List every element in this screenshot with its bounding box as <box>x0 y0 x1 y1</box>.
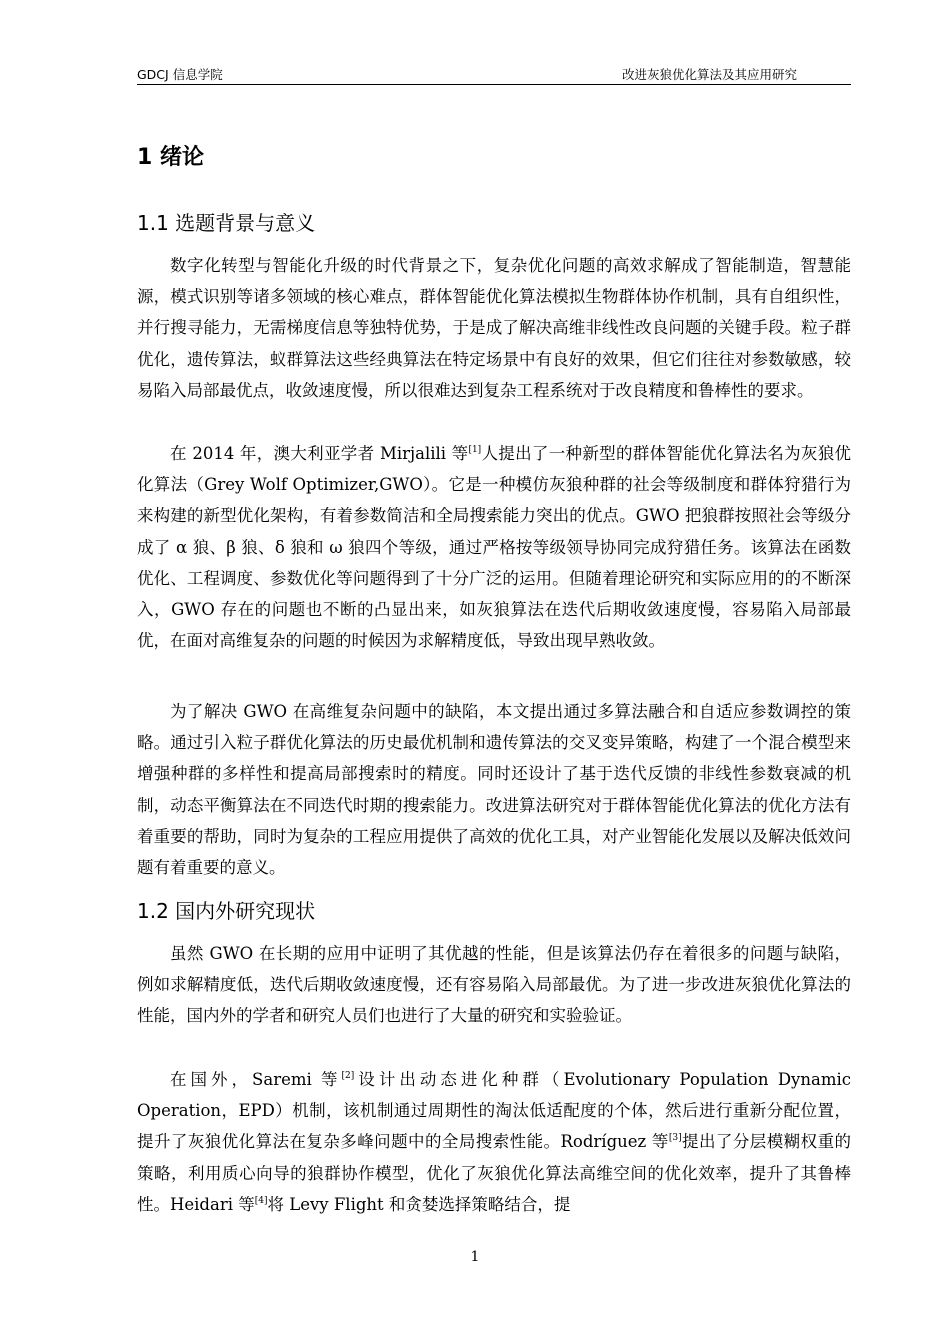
paragraph-proposal: 为了解决 GWO 在高维复杂问题中的缺陷，本文提出通过多算法融合和自适应参数调控的策略。通过引入粒子群优化算法的历史最优机制和遗传算法的交叉变异策略，构建了一个混合模型来增强种群的多样性和提高局部搜索时的精度。同时还设计了基于迭代反馈的非线性参数衰减的机制，动态平衡算法在不同迭代时期的搜索能力。改进算法研究对于群体智能优化算法的优化方法有着重要的帮助，同时为复杂的工程应用提供了高效的优化工具，对产业智能化发展以及解决低效问题有着重要的意义。 <box>137 702 851 878</box>
section-title-1-1: 1.1 选题背景与意义 <box>137 211 316 235</box>
citation-1: [1] <box>468 445 482 455</box>
header-thesis-title: 改进灰狼优化算法及其应用研究 <box>621 67 797 82</box>
citation-2: [2] <box>341 1071 355 1081</box>
p2-text-a: 在 2014 年，澳大利亚学者 Mirjalili 等 <box>170 444 469 463</box>
p5-text-b: 设计出动态进化种群（Evolutionary Population Dynamic Operation，EPD）机制，该机制通过周期性的淘汰低适配度的个体，然后进行重新分配位置，提升了灰狼优化算法在复杂多峰问题中的全局搜索性能。Rodríguez 等 <box>137 1070 851 1152</box>
p5-text-d: 将 Levy Flight 和贪婪选择策略结合，提 <box>267 1194 571 1214</box>
chapter-title: 1 绪论 <box>137 145 204 170</box>
p2-text-b: 人提出了一种新型的群体智能优化算法名为灰狼优化算法（Grey Wolf Optimizer,GWO）。它是一种模仿灰狼种群的社会等级制度和群体狩猎行为来构建的新型优化架构，有着参数简洁和全局搜索能力突出的优点。GWO 把狼群按照社会等级分成了 α 狼、β 狼、δ 狼和 ω 狼四个等级，通过严格按等级领导协同完成狩猎任务。该算法在函数优化、工程调度、参数优化等问题得到了十分广泛的运用。但随着理论研究和实际应用的的不断深入，GWO 存在的问题也不断的凸显出来，如灰狼算法在迭代后期收敛速度慢，容易陷入局部最优，在面对高维复杂的问题的时候因为求解精度低，导致出现早熟收敛。 <box>137 444 852 651</box>
paragraph-background: 数字化转型与智能化升级的时代背景之下，复杂优化问题的高效求解成了智能制造，智慧能源，模式识别等诸多领域的核心难点，群体智能优化算法模拟生物群体协作机制，具有自组织性，并行搜寻能力，无需梯度信息等独特优势，于是成了解决高维非线性改良问题的关键手段。粒子群优化，遗传算法，蚁群算法这些经典算法在特定场景中有良好的效果，但它们往往对参数敏感，较易陷入局部最优点，收敛速度慢，所以很难达到复杂工程系统对于改良精度和鲁棒性的要求。 <box>137 256 851 400</box>
paragraph-foreign-research <box>137 1064 851 1220</box>
citation-3: [3] <box>668 1133 682 1144</box>
section-title-1-2: 1.2 国内外研究现状 <box>137 899 316 923</box>
page-header <box>137 66 851 85</box>
citation-4: [4] <box>254 1195 268 1206</box>
header-institution: GDCJ 信息学院 <box>137 67 223 82</box>
page-number: 1 <box>470 1249 480 1265</box>
p5-text-a: 在国外，Saremi 等 <box>170 1070 342 1089</box>
paragraph-research-status: 虽然 GWO 在长期的应用中证明了其优越的性能，但是该算法仍存在着很多的问题与缺陷，例如求解精度低，迭代后期收敛速度慢，还有容易陷入局部最优。为了进一步改进灰狼优化算法的性能，国内外的学者和研究人员们也进行了大量的研究和实验验证。 <box>137 944 851 1026</box>
paragraph-gwo-intro <box>137 438 851 656</box>
p5-text-c: 提出了分层模糊权重的策略，利用质心向导的狼群协作模型，优化了灰狼优化算法高维空间的优化效率，提升了其鲁棒性。Heidari 等 <box>137 1132 852 1214</box>
